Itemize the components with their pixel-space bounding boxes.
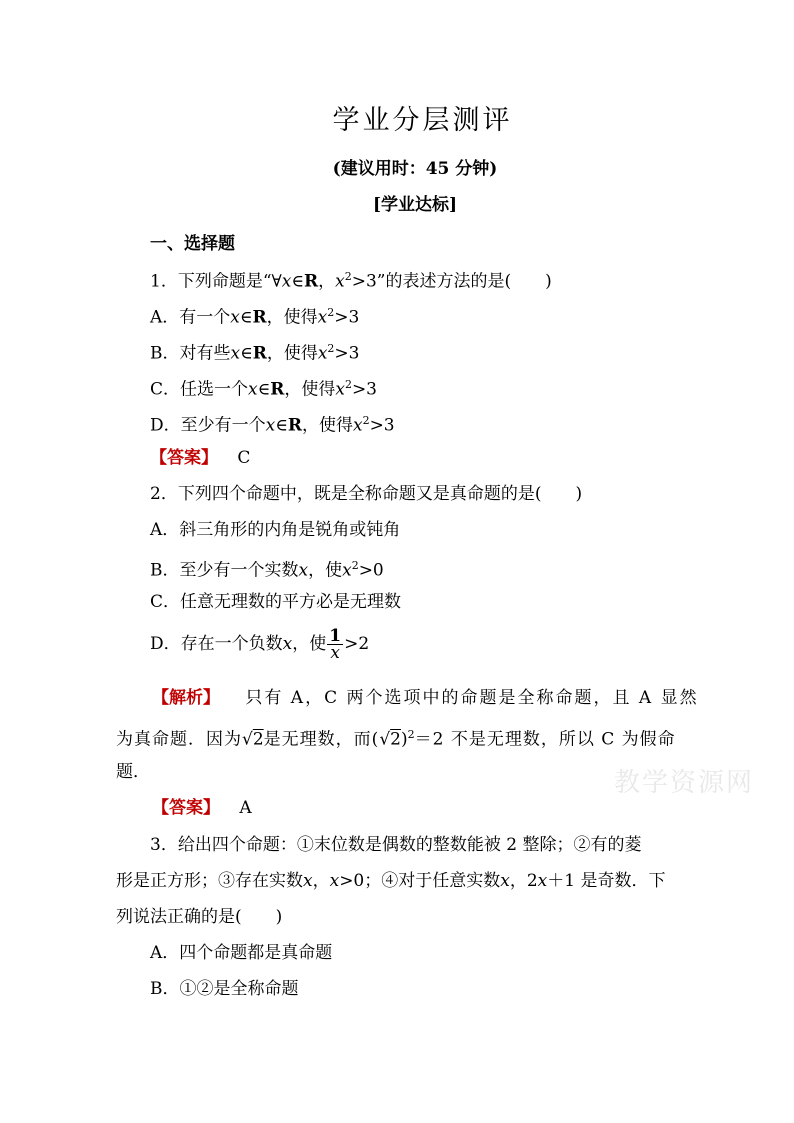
section-heading: 一、选择题 [150, 234, 235, 254]
question-2-option-c: C．任意无理数的平方必是无理数 [150, 592, 402, 612]
analysis-tag: 【解析】 [152, 688, 220, 708]
level-label: [学业达标] [372, 195, 458, 215]
question-2-analysis-line1: 【解析】 只有 A，C 两个选项中的命题是全称命题，且 A 显然 [152, 688, 699, 708]
question-3-option-a: A．四个命题都是真命题 [150, 943, 333, 963]
question-3-line3: 列说法正确的是( ) [116, 907, 283, 927]
question-2-option-b: B．至少有一个实数x，使$x^2>0$ [150, 559, 384, 581]
time-suggestion: (建议用时：45 分钟) [332, 159, 498, 179]
question-3-line1: 3．给出四个命题：①末位数是偶数的整数能被 2 整除；②有的菱 [150, 835, 642, 855]
question-2-stem: 2．下列四个命题中，既是全称命题又是真命题的是( ) [150, 484, 583, 504]
watermark: 教学资源网 [613, 768, 754, 798]
question-1-option-c: C．任选一个x∈R，使得$x^2>3$ [150, 378, 377, 400]
question-3-line2: 形是正方形；③存在实数x，x>0；④对于任意实数x，2x＋1 是奇数．下 [116, 871, 666, 891]
question-1-option-a: A．有一个x∈R，使得$x^2>3$ [150, 306, 360, 328]
answer-tag: 【答案】 [150, 448, 218, 468]
page-title: 学业分层测评 [332, 105, 513, 136]
question-1-option-b: B．对有些x∈R，使得$x^2>3$ [150, 342, 360, 364]
question-2-answer: 【答案】 A [152, 798, 252, 818]
question-1-answer: 【答案】 C [150, 448, 251, 468]
fraction-one-over-x: $\frac{1}{x}$ [329, 626, 342, 663]
question-2-option-a: A．斜三角形的内角是锐角或钝角 [150, 520, 401, 540]
question-2-analysis-line2: 为真命题．因为√2是无理数，而$(√2)^2=2$ 不是无理数，所以 C 为假命 [116, 728, 676, 750]
question-3-option-b: B．①②是全称命题 [150, 979, 299, 999]
question-1-stem: 1．下列命题是“∀x∈R，$x^2>3$”的表述方法的是( ) [150, 270, 552, 292]
question-2-analysis-line3: 题． [116, 762, 150, 782]
question-1-option-d: D．至少有一个x∈R，使得$x^2>3$ [150, 414, 395, 436]
question-2-option-d: D．存在一个负数x，使 $\frac{1}{x}$ >2 [150, 626, 370, 663]
